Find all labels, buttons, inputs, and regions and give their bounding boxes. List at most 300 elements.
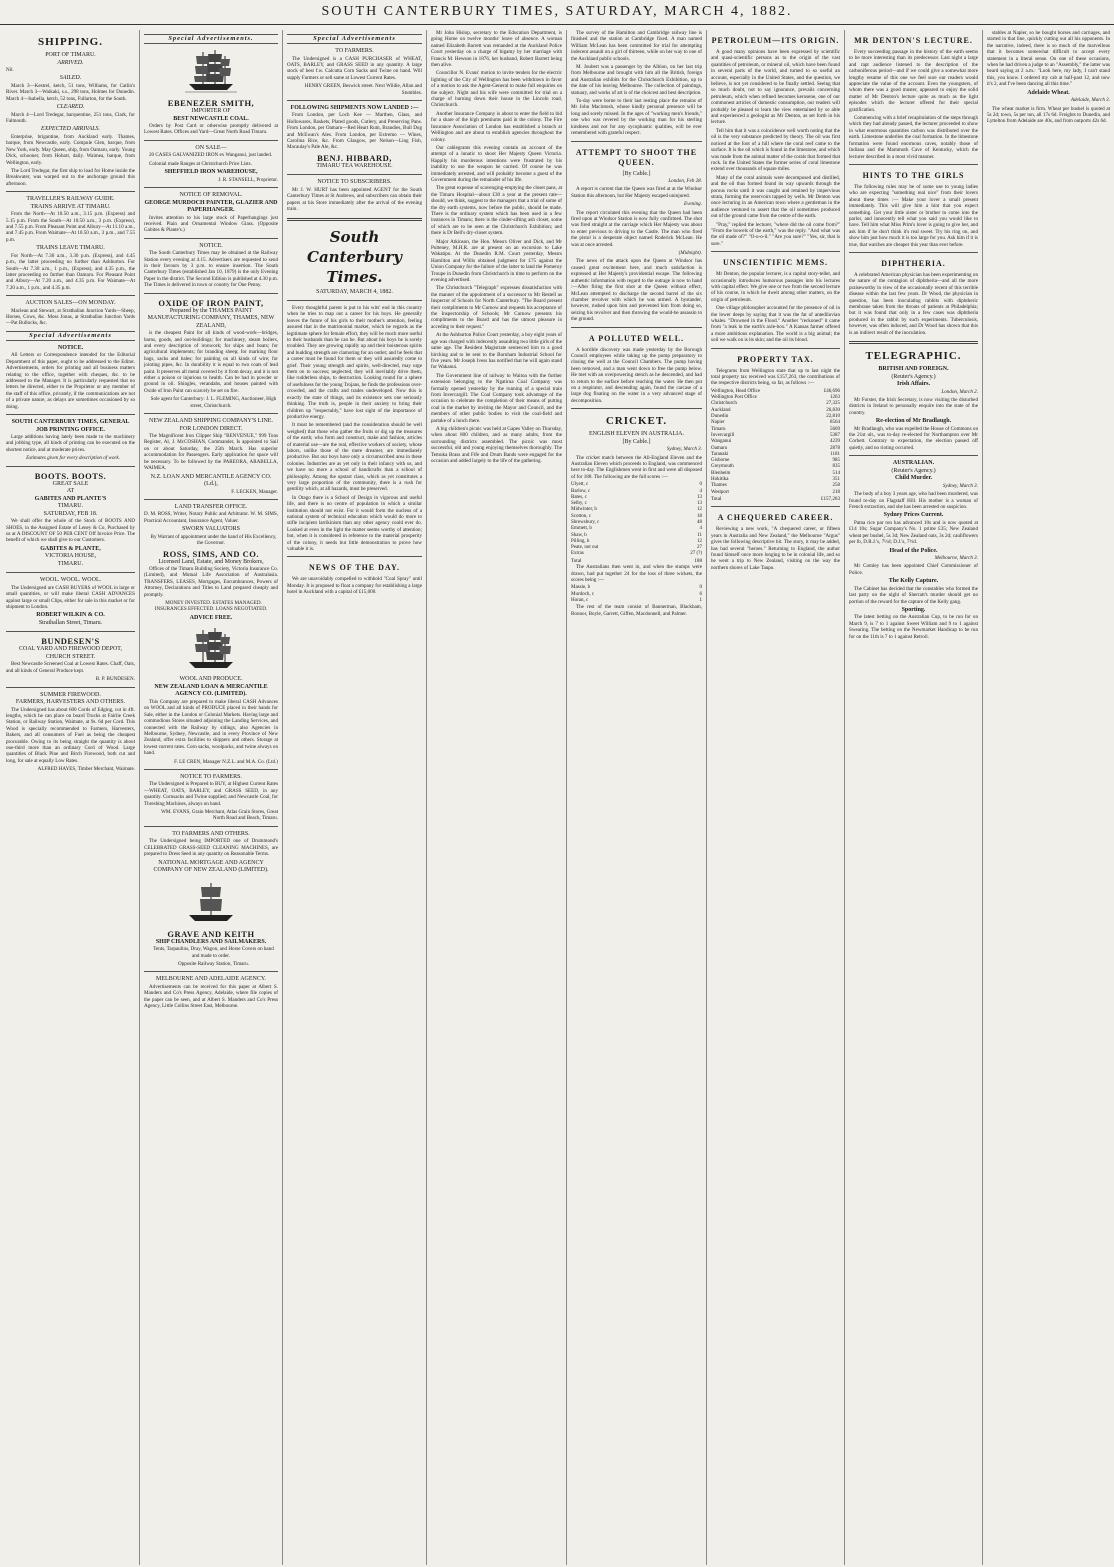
england-scores-table bbox=[571, 482, 702, 558]
dateline: Sydney, March 3. bbox=[666, 446, 702, 453]
cricket-text: The cricket match between the All-England Eleven and the Australian Eleven which proceeds to England, was commenced here to-day. The Englishmen went in first and were all disposed of for 188. The following are the full scores :— bbox=[571, 454, 702, 480]
tea-house-label: TIMARU TEA WAREHOUSE. bbox=[316, 162, 393, 169]
gabites-firm: GABITES & PLANTE, bbox=[40, 545, 101, 552]
column-8 bbox=[983, 30, 1114, 1565]
total-label: Total bbox=[571, 557, 582, 564]
dateline: Sydney, March 3. bbox=[942, 482, 978, 489]
news-paragraph: The great expense of scavenging-emptying the closet pans, at the Timaru Hospital—about £30 a year at the present rate—should, we think, suggest to the managers that a trial of some of the dry earth systems, now before the public, should be made. There is the ordinary system which has been used in a few instances in Timaru; there is the cinder-sifting ash closet, some of which are to be seen at the Christchurch Exhibition; and there is Dr Bell's dry-closet system. bbox=[431, 185, 562, 237]
lecken-sign: F. LECKEN, Manager. bbox=[231, 488, 278, 495]
divider bbox=[6, 191, 135, 192]
row-label: Horan, c bbox=[571, 598, 589, 603]
notice-heading: NOTICE. bbox=[57, 344, 84, 351]
divider bbox=[144, 971, 278, 972]
row-value: 5669 bbox=[830, 426, 840, 432]
news-paragraph: stables at Napier, so he bought horses and carriages, and started in that line, quickly cutting out all his opponents. In the narrative, indeed, there is so much of the marvellous that it becomes somewhat difficult to accept every statement in a literal sense. On one of these occasions, when he had driven a judge to an "Assembly," the latter was heard saying at 2 a.m.: "Look here, my lady, I can't stand this, you know. I ordered my cab at half-past 12, and now it's 2, and I've been dancing all this time." bbox=[987, 30, 1110, 88]
row-label: Extras bbox=[571, 551, 584, 557]
oxide-heading: OXIDE OF IRON PAINT, bbox=[158, 297, 264, 308]
row-label: Midwinter, b bbox=[571, 507, 597, 513]
divider bbox=[144, 140, 278, 141]
row-value: 13 bbox=[697, 494, 702, 500]
at-label: AT bbox=[66, 488, 75, 495]
row-value: 11 bbox=[697, 532, 702, 538]
row-value: 4239 bbox=[830, 439, 840, 445]
evans-sign: WM. EVANS, Grain Merchant, Atlas Grain Stores, Great North Road and Beach, Timaru. bbox=[161, 809, 278, 822]
subscribers-heading: NOTICE TO SUBSCRIBERS. bbox=[317, 179, 392, 186]
ship-illustration bbox=[181, 48, 241, 94]
melbourne-text: Advertisements can be received for this paper at Albert S. Manders and Co's Press Agency, Adelaide, where file copies of the paper can be seen, and at Albert S. Manders and Co's Press Agency, Little Collins Street East, Melbourne. bbox=[144, 983, 278, 1010]
advice-label: ADVICE FREE. bbox=[189, 614, 233, 621]
sydney-prices-text: Patna rice par ton has advanced 10s and is now quoted at £14 10s; Sugar Company's No. 1 prime £35; New Zealand wheat per bushel, 5s 3d; New Zealand oats, 3s 2d; cauliflowers per lb, D.R.J.'s, 7½d; D.J.'s, 7½d. bbox=[849, 519, 978, 546]
gabites-plante-heading: GABITES AND PLANTE'S bbox=[34, 495, 107, 502]
kelly-heading: The Kelly Capture. bbox=[888, 578, 939, 585]
row-value: 985 bbox=[832, 458, 840, 464]
column-5 bbox=[567, 30, 707, 1565]
news-paragraph: Major Atkinson, the Hon. Messrs Oliver and Dick, and Mr Pulteney, M.H.R. are at present on an excursion to Lake Wakatipu. At the Dunedin R.M. Court yesterday, Messrs Hamilton and Willis obtained judgment for £75 against the Union Company for the failure of the latter to land the Pomeroy Troupe in Dunedin from Christchurch in time to perform on the evening advertised. bbox=[431, 238, 562, 284]
dateline: Adelaide, March 3. bbox=[1070, 97, 1110, 104]
hibbard-heading: BENJ. HIBBARD, bbox=[317, 152, 392, 163]
news-paragraph: Our cablegrams this evening contain an account of the attempt of a lunatic to shoot Her Majesty Queen Victoria. Happily his murderous intentions were frustrated by his inability to use the weapon he carried. Of course he was immediately arrested, and will probably become a guest of the Government during the remainder of his life. bbox=[431, 144, 562, 183]
petroleum-paragraph: A good many opinions have been expressed by scientific and quasi-scientific persons as to the origin of the vast quantities of petroleum, or mineral oil, which have been found in several parts of the world, and turned to so useful an account, especially in the United States, and the question, we believe, is not yet considered to be finally settled. Seeing that so much doubt, not to say ignorance, prevails concerning petroleum, which when refined becomes kerosene, one of our commonest articles of domestic consumption, our readers will probably be pleased to learn the view entertained by so able and experienced a geologist as Mr Denton, as set forth in his lecture. bbox=[711, 49, 840, 126]
row-label: Wellington, Head Office bbox=[711, 388, 761, 394]
murdoch-heading: GEORGE MURDOCH PAINTER, GLAZIER AND PAPERHANGER. bbox=[144, 199, 278, 214]
ship-illustration-3 bbox=[181, 879, 241, 925]
row-value: 27 (?) bbox=[690, 551, 702, 557]
cleared-label: CLEARED. bbox=[56, 104, 85, 111]
expected-label: EXPECTED ARRIVALS. bbox=[40, 126, 101, 133]
divider bbox=[6, 572, 135, 573]
child-murder-heading: Child Murder. bbox=[894, 475, 933, 482]
row-value: 12 bbox=[697, 538, 702, 544]
leader-paragraph: In Otago there is a School of Design in vigorous and useful life, and there is no centre of population in which a similar institution should not exist. For it would form the nucleus of a national system of technical education which would do more to stifle incipient larrikinism than any other agency could ever do. Looked at even in the light the matter seems worthy of attention; but, when it is considered in reference to the material prosperity of the colony, it needs but little demonstration to prove how valuable it is. bbox=[287, 494, 422, 553]
tents-text: Tents, Tarpaulins, Dray, Wagon, and Horse Covers on hand and made to order. bbox=[153, 946, 274, 959]
row-label: Greymouth bbox=[711, 464, 734, 470]
row-label: Napier bbox=[711, 420, 725, 426]
row-label: Shaw, b bbox=[571, 532, 587, 538]
police-heading: Head of the Police. bbox=[889, 547, 938, 554]
cricket-text: The rest of the team consist of Bannerman, Blackham, Bonnor, Boyle, Garrett, Giffen, Macdonnell, and Palmer. bbox=[571, 604, 702, 617]
australian-heading: AUSTRALIAN. bbox=[892, 460, 935, 467]
row-value: 4 bbox=[699, 526, 702, 532]
column-3 bbox=[283, 30, 427, 1565]
wool-produce-text: This Company are prepared to make liberal CASH Advances on WOOL and all kinds of PRODUCE placed in their hands for Sale, either in the London or Colonial Markets. Having large and commodious Stores situated adjoining the Landing Services, and connected with the Railway by sidings, also Agencies in Melbourne, Sydney, Newcastle, and in every Province of New Zealand, offer extra facilities to shippers and others. Storage at lowest current rates. Corn sacks, woolpacks, and twine always on hand. bbox=[144, 698, 278, 757]
dateline: (Midnight). bbox=[678, 250, 702, 257]
row-label: Murdoch, c bbox=[571, 591, 595, 597]
dateline: London, March 2. bbox=[941, 388, 978, 395]
telegraphic-heading: TELEGRAPHIC. bbox=[865, 350, 962, 363]
port-heading: PORT OF TIMARU. bbox=[45, 52, 96, 58]
child-murder-text: The body of a boy 3 years age, who had been murdered, was found to-day on Flagstaff Hill. His mother is a woman of French extraction, and she has been arrested on suspicion. bbox=[849, 491, 978, 510]
farmers-others-heading: TO FARMERS AND OTHERS. bbox=[172, 830, 250, 837]
divider bbox=[6, 631, 135, 632]
trains-leave-label: TRAINS LEAVE TIMARU. bbox=[36, 245, 105, 252]
row-value: 1 bbox=[699, 598, 702, 603]
sporting-heading: Sporting. bbox=[901, 606, 926, 613]
sailed-label: SAILED. bbox=[59, 75, 82, 82]
attempt-text: A report is current that the Queen was fired at at the Windsor Station this afternoon, but Her Majesty escaped uninjured. bbox=[571, 186, 702, 199]
benvenue-text: The Magnificent Iron Clipper Ship "BENVENUE," 999 Tons Register, Al, J. McCOSHAN, Commander, Is appointed to Sail on or about Saturday, the 25th March. Has superior accommodation for Passengers. Early application for space will be necessary. To be followed by the PAREORA, ARABELLA, WAIMEA. bbox=[144, 433, 278, 472]
row-label: Massie, b bbox=[571, 585, 591, 591]
row-value: 8564 bbox=[830, 420, 840, 426]
column-2 bbox=[140, 30, 283, 1565]
melbourne-heading: MELBOURNE AND ADELAIDE AGENCY. bbox=[156, 976, 266, 983]
news-paragraph: To-day were borne to their last resting place the remains of Mr John Macintosh, whose kindly personal presence will be long and sorely missed. In the ages of "working men's friends," one who was revered by the working man for his sterling kindness and not for any sycophantic qualities, will be ever remembered with grateful respect. bbox=[571, 98, 702, 137]
row-value: 18 bbox=[697, 513, 702, 519]
row-value: 4 bbox=[699, 488, 702, 494]
nz-loan-heading: N.Z. LOAN AND MERCANTILE AGENCY CO. (Ld.), bbox=[150, 473, 272, 487]
wilkin-heading: ROBERT WILKIN & CO. bbox=[36, 612, 105, 619]
money-text: MONEY INVESTED. ESTATES MANAGED. INSURANCES EFFECTED. LOANS NEGOTIATED. bbox=[154, 600, 268, 613]
row-value: £46,696 bbox=[823, 388, 840, 394]
victoria-house: VICTORIA HOUSE, bbox=[44, 553, 97, 560]
le-cren-sign: F. LE CREN, Manager N.Z.L. and M.A. Co. (Ltd.) bbox=[174, 758, 278, 765]
cricket-sub: ENGLISH ELEVEN IN AUSTRALIA. bbox=[589, 431, 684, 438]
cricket-heading: CRICKET. bbox=[605, 415, 668, 428]
news-paragraph: M. Joubert was a passenger by the Albion, on her last trip from Melbourne and brought with him all the British, foreign and Australian exhibits for the Christchurch Exhibition, up to the date of his leaving Melbourne. The collection of paintings, statuary, and works of art is of the choicest and best description. bbox=[571, 64, 702, 96]
row-value: 48 bbox=[697, 520, 702, 525]
auction-text: Maclean and Stewart, at Strathallan Junction Yards—Sheep, Horses, Cows, &c. Moss Jonas, at Strathallan Junction Yards—Pat Bullocks, &c. bbox=[6, 307, 135, 327]
divider bbox=[144, 187, 278, 188]
hurt-text: Mr J. W. HURT has been appointed AGENT for the South Canterbury Times at St Andrews, and subscribers can obtain their papers at his Store immediately after the arrival of the evening train. bbox=[287, 186, 422, 213]
divider bbox=[287, 300, 422, 301]
divider bbox=[711, 348, 840, 349]
divider bbox=[849, 341, 978, 344]
chequered-text: Reviewing a new work, "A chequered career, or fifteen years in Australia and New Zealand," the Melbourne "Argus" gives the following descriptive bit. The story, it may be added, has had several "heroes." Returning to England, the author found himself once more longing to be in colonial life, and so he went a trip to New Zealand, visiting on the way the northern shores of Lake Taupo. bbox=[711, 526, 840, 571]
row-label: Emmett, b bbox=[571, 526, 592, 532]
bundesen-heading: BUNDESEN'S bbox=[41, 636, 100, 647]
divider bbox=[711, 506, 840, 507]
sworn-heading: SWORN VALUATORS bbox=[182, 526, 240, 533]
divider bbox=[144, 293, 278, 294]
wool-produce-heading: WOOL AND PRODUCE. bbox=[179, 676, 243, 683]
column-4 bbox=[427, 30, 567, 1565]
stansell-sign: J. R. STANSELL, Proprietor. bbox=[218, 176, 278, 183]
australia-scores-table bbox=[571, 585, 702, 604]
alfred-hayes-sign: ALFRED HAYES, Timber Merchant, Waimate. bbox=[37, 766, 135, 773]
divider bbox=[6, 414, 135, 415]
bradlaugh-text: Mr Bradlaugh, who was expelled the House of Commons on the 21st ult., was to-day re-elected for Northampton over Mr Corbett. Contrary to expectation, the election passed off quietly, and no rioting occurred. bbox=[849, 425, 978, 451]
cricket-text: The Australians then went in, and when the stumps were drawn, had put together 24 for the loss of three wickets, the scores being :— bbox=[571, 564, 702, 583]
following-heading: FOLLOWING SHIPMENTS NOW LANDED :— bbox=[290, 104, 419, 111]
coal-text: Orders by Post Card or otherwise promptly delivered at Lowest Rates. Offices and Yard—Great North Road Timaru. bbox=[144, 123, 278, 136]
ship-illustration-2 bbox=[181, 626, 241, 672]
news-paragraph: The Christchurch "Telegraph" expresses dissatisfaction with the manner of the appointment of a successor to Mr Restell as Inspector of Schools for North Canterbury. "The Board present their compliments to Mr Curnow and requests his acceptance of the Inspectorship of Schools; Mr Curnow presents his compliments to the Board and has the utmost pleasure in acceding to their request." bbox=[431, 285, 562, 330]
row-label: Westport bbox=[711, 489, 729, 495]
irish-text: Mr Forster, the Irish Secretary, is now visiting the disturbed districts in Ireland to personally enquire into the state of the country. bbox=[849, 396, 978, 416]
trains-arrive-text: From the North—At 10.50 a.m., 3.15 p.m. (Express) and 5.15 p.m. From the South—At 10.50 a.m., 3 p.m. (Express), and 7.55 p.m. From Pleasant Point and Albury—At 11.10 a.m., and 7.45 p.m. From Waimate—At 10.50 a.m., 3 p.m., and 7.55 p.m. bbox=[6, 211, 135, 243]
divider bbox=[287, 556, 422, 557]
row-value: 1263 bbox=[830, 395, 840, 401]
tax-total-value: £157,263 bbox=[820, 495, 840, 502]
row-value: 12 bbox=[697, 507, 702, 513]
divider bbox=[287, 100, 422, 101]
divider bbox=[571, 141, 702, 142]
petroleum-paragraph: Many of the coral animals were decomposed and distilled, and the oil thus formed found its way upwards through the porous rocks until it was caught and retained by impervious strata, forming the reservoirs tapped by wells. Mr Denton was once lecturing in an American town where a gentleman in the audience ventured to assert that the oil sometimes produced out of the ground came from the centre of the earth. bbox=[711, 174, 840, 220]
divider bbox=[6, 687, 135, 688]
reuters-label: (Reuter's Agency.) bbox=[891, 373, 936, 380]
nz-shipping-heading: NEW ZEALAND SHIPPING COMPANY'S LINE. bbox=[149, 418, 273, 425]
expected-text: Enterprise, brigantine, from Auckland early. Thames, barque, from Newcastle, early. Compule Glen, barque, from New York, early. May Queen, ship, from Oamaru, early. Young Dick, schooner, from Hobart, daily. Waimea, barque, from Wellington, early. bbox=[6, 133, 135, 166]
land-transfer-heading: LAND TRANSFER OFFICE. bbox=[174, 503, 248, 510]
by-cable-label: [By Cable.] bbox=[622, 170, 651, 177]
arrived-nil: Nil. bbox=[6, 67, 14, 73]
polluted-heading: A POLLUTED WELL. bbox=[588, 333, 685, 343]
row-label: Scotton, c bbox=[571, 513, 591, 519]
leader-paragraph: It must be remembered (and the consideration should be well weighed) that those who gather the fruits or dig up the treasures of the earth; who form and construct, make and fashion, articles of material use—are the real, effective workers of society, whose labors, unlike those of the mere dreamer, are immediately productive. But our boys have only a circumscribed area in these colonies. Industries are as yet only in their infancy with us, and we have no more a school of handicrafts than a school of philosophy. Among the upstart class, which as yet constitutes a very large proportion of the community, there is a rush for gentility which, at all hazards, must be preserved. bbox=[287, 422, 422, 493]
on-sale-label: ON SALE— bbox=[195, 144, 227, 151]
wool-text: The Undersigned are CASH BUYERS of WOOL in large or small quantities, or will make liberal CASH ADVANCES against large or small Clips, either for sale in this market or for shipment to London. bbox=[6, 584, 135, 610]
divider bbox=[144, 238, 278, 239]
row-value: 1181 bbox=[830, 451, 840, 457]
notice-heading: NOTICE. bbox=[199, 242, 223, 249]
tax-total-row bbox=[711, 496, 840, 502]
tax-total-label: Total bbox=[711, 495, 722, 502]
row-value: 5387 bbox=[830, 432, 840, 438]
divider bbox=[6, 295, 135, 296]
unscientific-paragraph: One village philosopher accounted for the presence of oil in the lower deeps by saying that it was the fat of antediluvian whales. "Drowned in the Flood." Another "reckoned" it came from "a leak in the earth's axle-box." A Kansas farmer offered a more ambitious explanation. The world is a big animal; the soil we walk on is its skin; and the oil its blood. bbox=[711, 305, 840, 344]
diphtheria-text: A celebrated American physician has been experimenting on the nature of the contagion of diphtheria—and all the more praiseworthy in view of the occasionally recent of this terrible disease within the last few years. Dr Wood, the physician in question, has been inoculating rabbits with diphtheric membrane taken from the throats of patients at Philadelphia; but it was found that only in a few cases was diphtheria produced in the rabbit by such experiments. Tuberculosis, however, was often induced, and Dr Wood has shown that this is an indirect result of the inoculation. bbox=[849, 271, 978, 336]
ebenezer-heading: EBENEZER SMITH, bbox=[167, 98, 255, 108]
row-label: Shrewsbury, c bbox=[571, 520, 600, 525]
following-text: From London, per Loch Kee — Marthen, Glass, and Hollowares, Baskets, Plated goods, Cutlery, and Preserving Pans. From London, per Oamaru—Red Heart Rum, Brandies, Bull Dog and McEwan's Ales. From London, per Extremo — Wines, Carolina Rice, &c. From Glasgow, per Nelson—Ling Fish, Macaulay's Pale Ale, &c. bbox=[287, 112, 422, 151]
row-value: 351 bbox=[832, 477, 840, 483]
police-text: Mr Comley has been appointed Chief Commissioner of Police. bbox=[849, 563, 978, 576]
cleared-text: March 4—Lord Tredegar, barquentine, 251 tons, Clark, for Falmouth. bbox=[6, 111, 135, 125]
news-paragraph: Another Insurance Company is about to enter the field to bid for a share of the high premiums paid in the colony. The Fire Insurance Association of London has established a branch at Wellington and are about to establish agencies throughout the colony. bbox=[431, 110, 562, 143]
great-sale: GREAT SALE bbox=[52, 480, 89, 487]
row-value: 27,325 bbox=[826, 401, 840, 407]
special-ads-heading: Special Advertisements bbox=[287, 34, 422, 44]
row-value: 13 bbox=[697, 501, 702, 507]
row-label: Blenheim bbox=[711, 470, 731, 476]
column-7 bbox=[845, 30, 983, 1565]
property-tax-heading: PROPERTY TAX. bbox=[737, 354, 814, 364]
petroleum-paragraph: Tell him that it was a coincidence well worth noting that the oil is the very substance predicted by theory. The oil was first noticed at the foot of a hill where the coral reef came to the surface. It is the oil which is found in the limestone, and which was made from the animal matter of the corals that formed that rock. In the United States the former series of coral limestone extend over thousands of square miles. bbox=[711, 127, 840, 173]
job-office-text: Large additions having lately been made to the machinery and jobbing type, all kinds of printing can be executed on the shortest notice, and at moderate prices. bbox=[6, 434, 135, 453]
row-value: 218 bbox=[832, 489, 840, 495]
saturday-label: SATURDAY, FEB 18. bbox=[43, 510, 98, 517]
trains-leave-text: For North—At 7.30 a.m., 3.30 p.m. (Express), and 4.45 p.m., the latter proceeding no further than Ashburton. For South—At 7.30 a.m., 1 p.m., (Express), and 4.35 p.m., the latter proceeding no further than Oamaru. For Pleasant Point and Albury—At 7.20 a.m., and 4.35 p.m. For Waimate—At 7.20 a.m., 1 p.m., and 4.35 p.m. bbox=[6, 252, 135, 291]
to-farmers-heading: TO FARMERS. bbox=[335, 48, 374, 54]
row-value: 6 bbox=[699, 591, 702, 597]
divider bbox=[144, 826, 278, 827]
property-tax-text: Telegrams from Wellington state that up to last night the total property tax received was £157,263, the contributions of the respective districts being, so far, as follows :— bbox=[711, 367, 840, 387]
divider bbox=[287, 218, 422, 221]
divider bbox=[711, 251, 840, 252]
divider bbox=[287, 174, 422, 175]
estimates-text: Estimates given for every description of work. bbox=[26, 455, 120, 462]
divider bbox=[144, 413, 278, 414]
news-paragraph: Mr John Hislop, secretary to the Education Department, is going Home on twelve months' leave of absence. A woman named Elizabeth Barrett was remanded at the Auckland Police Court yesterday on a charge of bigamy by her marriage with Francis M. Hewson in 1876, her husband, Robert Barrett being then alive. bbox=[431, 30, 562, 69]
lecture-paragraph: Commencing with a brief recapitulation of the steps through which they had already passed, the lecturer proceeded to show in what enormous quantities carbon was distributed over the earth. Limestone underlies the coal formation. In the limestone formation were found enormous caves, notably those of Indiana and the Mammoth Cave of Kentucky, which the lecturer described in a most vivid manner. bbox=[849, 115, 978, 160]
warrant-text: By Warrant of appointment under the hand of His Excellency, the Governor. bbox=[150, 533, 277, 547]
cases-text: 20 CASES GALVANIZED IRON ex Wanganui, just landed. bbox=[149, 152, 273, 159]
news-heading: NEWS OF THE DAY. bbox=[309, 563, 400, 573]
boots-text: We shall offer the whole of the Stock of BOOTS AND SHOES, in the Assigned Estate of Leney & Co, Purchased by us at A DISCOUNT OF 50 PER CENT Off Invoice Price. The benefit of which we shall give to our Customers. bbox=[6, 518, 135, 544]
sheffield-heading: SHEFFIELD IRON WAREHOUSE, bbox=[164, 169, 258, 176]
row-label: Oamaru bbox=[711, 445, 728, 451]
arrived-label: ARRIVED. bbox=[57, 59, 84, 66]
farmers-heading: FARMERS, HARVESTERS AND OTHERS. bbox=[15, 699, 126, 706]
attempt-text: The news of the attack upon the Queen at Windsor has caused great excitement here, and much satisfaction is expressed at Her Majesty's providential escape. The following authentic information with regard to the outrage is now to hand :—After firing the first shot at the Queen without effect, McLean attempted to discharge the second barrel of the six chamber revolver with which he was armed. A bystander, however, rushed upon him and prevented him from doing so, seizing his revolver and then throwing the would-be assassin to the ground. bbox=[571, 258, 702, 323]
row-label: Selby, c bbox=[571, 501, 587, 507]
divider bbox=[144, 769, 278, 770]
paper-date: SATURDAY, MARCH 4, 1882. bbox=[316, 288, 393, 295]
news-paragraph: A big children's picnic was held at Gapes Valley on Thursday, when about 800 children, and as many adults, from the surrounding districts assembled. The picnic was most successful, old and young enjoying themselves thoroughly. The Temuka Brass and Fife and Drum Bands were engaged for the occasion and added largely to the life of the gathering. bbox=[431, 425, 562, 464]
lecture-heading: MR DENTON'S LECTURE. bbox=[854, 36, 973, 45]
row-label: Thames bbox=[711, 483, 727, 489]
row-value: 0 bbox=[699, 482, 702, 488]
kelly-text: The Cabinet has decided that the constables who formed the last party on the night of Sherratt's murder should get no portion of the reward for the capture of the Kelly gang. bbox=[849, 585, 978, 605]
dateline: Evening. bbox=[684, 201, 702, 208]
paper-title: South Canterbury Times. bbox=[307, 227, 402, 286]
attempt-text: The report circulated this evening that the Queen had been fired upon at Windsor Station is now fully confirmed. The shot was fired straight at the carriage which Her Majesty was about to enter previous to driving to the Castle. The man who fired the pistol is a desperate object named Roderick McLean. He was at once arrested. bbox=[571, 209, 702, 248]
polluted-text: A horrible discovery was made yesterday by the Borough Council employees while taking up the pump preparatory to closing the well at the Council Chambers. The pump having been removed, and a man went down to free the pump below. He met with an overpowering stench as he descended, and had to return to the surface before reaching the water. He then put on a respirator, and descending again, found the carcase of a large dog floating on the water in a very advanced stage of decomposition. bbox=[571, 346, 702, 404]
attempt-heading: ATTEMPT TO SHOOT THE QUEEN. bbox=[575, 147, 698, 167]
hints-heading: HINTS TO THE GIRLS bbox=[862, 170, 965, 180]
green-sign: HENRY GREEN, Beswick street. Next Wildie, Allan and Stumbles. bbox=[304, 83, 422, 96]
row-label: Wanganui bbox=[711, 439, 732, 445]
property-tax-table bbox=[711, 389, 840, 496]
row-value: 22,810 bbox=[826, 414, 840, 420]
dateline: London, Feb 28. bbox=[668, 178, 702, 184]
wilkin-address: Strathallan Street, Timaru. bbox=[38, 619, 103, 626]
lord-tredegar-text: The Lord Tredegar, the first ship to load for Home inside the Breakwater, was warped out to the anchorage ground this afternoon. bbox=[6, 167, 135, 187]
notice-text: The South Canterbury Times may be obtained at the Railway Station every evening at 4.15. Advertisers are requested to send in their favours by 3 p.m. to ensure insertion. The South Canterbury Times (established Jan 10, 1879) is the only Evening Paper in the district. The Second Edition is published at 4.30 p.m. The Times is delivered in town or country for One Penny. bbox=[144, 250, 278, 289]
total-value: 188 bbox=[694, 557, 702, 564]
news-paragraph: At the Ashburton Police Court yesterday, a boy eight years of age was charged with indecently assaulting two little girls of the same age. The Resident Magistrate sentenced him to a good birching and to be sent to the Burnham Industrial School for five years. Mr Joseph Ivess has notified that he will again stand for Wakanui. bbox=[431, 332, 562, 371]
ross-sims-co-heading: ROSS, SIMS, AND CO. bbox=[163, 548, 259, 559]
divider bbox=[571, 408, 702, 409]
row-label: Christchurch bbox=[711, 401, 737, 407]
farmers-text: The Undersigned is Prepared to BUY, at Highest Current Rates—WHEAT, OATS, BARLEY, and GRASS SEED, in any quantity. Cornsacks and Twine supplied; and Newcastle Coal, for Threshing Machines, always on hand. bbox=[144, 781, 278, 807]
divider bbox=[849, 164, 978, 165]
by-cable-label: [By Cable.] bbox=[622, 438, 651, 445]
sailed-text: March 3—Kestrel, ketch, 51 tons, Williams, for Catlin's River. March 3—Waikaki, s.s., 298 tons, Holmes for Dunedin. March 4—Isabella, ketch, 52 tons, Fullarton, for the South. bbox=[6, 82, 135, 102]
row-label: Dunedin bbox=[711, 414, 729, 420]
news-paragraph: The Government line of railway to Waitoa with the further extension belonging to the Ngatirua Coal Company was formally opened yesterday by the running of a special train from Invercargill. The Coal Company took advantage of the occasion to celebrate the completion of their means of putting coal in the market by inviting the Mayor and Council, and the members of other public bodies to visit the coal-field and partake of a lunch there. bbox=[431, 372, 562, 424]
row-label: Auckland bbox=[711, 407, 731, 413]
column-6 bbox=[707, 30, 845, 1565]
trains-arrive-label: TRAINS ARRIVE AT TIMARU. bbox=[30, 203, 111, 210]
sydney-prices-heading: Sydney Prices Current. bbox=[883, 512, 944, 519]
firewood-text: The Undersigned has about 600 Cords of Edging, cut in 4ft. lengths, which he can place on board Trucks at Fairlie Creek Station, or Railway Station, Waimate, at 9s. 6d per Cord. This Wood is specially recommended to Farmers, Harvesters, Bakers, and all consumers of Fuel as being the cheapest procurable. Owing to its being straight the quantity is about one-third more than an ordinary Cord of Wood. Large quantities of Black Pine and Birch Firewood, both cut and long, for sale at equally Low Rates. bbox=[6, 706, 135, 764]
reuters-label: (Reuter's Agency.) bbox=[891, 467, 936, 474]
ross-sims-text: D. M. ROSS, Writer, Notary Public and Arbitrator. W. M. SIMS, Practical Accountant, Insurance Agent, Valuer. bbox=[144, 511, 278, 524]
news-text: We are unavoidably compelled to withhold "Coal Spray" until Monday. It is proposed to float a company for establishing a large hotel in Auckland with a capital of £15,000. bbox=[287, 576, 422, 596]
shipping-heading: SHIPPING. bbox=[38, 36, 103, 48]
boots-heading: BOOTS. BOOTS. bbox=[34, 470, 107, 481]
timaru-label: TIMARU. bbox=[57, 503, 84, 510]
oxide-sub: Prepared by the THAMES PAINT MANUFACTURING COMPANY, THAMES, NEW ZEALAND, bbox=[147, 307, 275, 329]
row-label: Barlow, c bbox=[571, 488, 591, 494]
row-value: 0 bbox=[699, 585, 702, 591]
petroleum-paragraph: "Pray," replied the lecturer, "where did the oil come from?" "From the bowels of the earth," was the reply. "And what was the oil made of?" "O-o-o-il." "Are you sure?" "Yes, sir, that is sure." bbox=[711, 221, 840, 247]
removal-heading: NOTICE OF REMOVAL. bbox=[179, 192, 243, 199]
adelaide-heading: Adelaide Wheat. bbox=[1027, 89, 1070, 96]
diphtheria-heading: DIPHTHERIA. bbox=[881, 258, 946, 268]
notice-text: All Letters or Correspondence intended for the Editorial Department of this paper, ought to be addressed to the Editor. Advertisements, orders for printing and all business matters relating to the office, together with cheques, &c. to be addressed to the Manager. It is particularly requested that no letters be directed, either to the Proprietor or any member of the staff of this office, privately, if the communications are not of a private nature, as delays are sometimes occasioned by so doing. bbox=[6, 352, 135, 410]
row-label: Bates, c bbox=[571, 494, 587, 500]
railway-guide-heading: TRAVELLER'S RAILWAY GUIDE. bbox=[26, 196, 115, 203]
murdoch-text: Invites attention to his large stock of Paperhangings just received. Plain and Ornamental Window Glass. (Opposite Gabites & Plante's.) bbox=[144, 214, 278, 234]
best-coal-heading: BEST NEWCASTLE COAL. bbox=[173, 115, 249, 122]
divider bbox=[6, 466, 135, 467]
divider bbox=[849, 252, 978, 253]
irish-heading: Irish Affairs. bbox=[897, 381, 930, 388]
green-text: The Undersigned is a CASH PURCHASER of WHEAT, OATS, BARLEY, and GRASS SEED in any quantity. A large stock of best f.w. Calcutta Corn Sacks and Twine on hand. Will supply Farmers or sell same at Lowest Current Rates. bbox=[287, 55, 422, 81]
masthead: SOUTH CANTERBURY TIMES, SATURDAY, MARCH 4, 1882. bbox=[0, 0, 1114, 25]
row-value: 26,830 bbox=[826, 407, 840, 413]
row-label: Gisborne bbox=[711, 458, 730, 464]
opposite-text: Opposite Railway Station, Timaru. bbox=[178, 960, 249, 967]
special-ads-heading: Special Advertisements bbox=[6, 331, 135, 341]
oxide-text: is the cheapest Paint for all kinds of wood-work—bridges, barns, goods, and out-buildings; for machinery, steam boilers, and every description of ironwork; for ships and boats; for agricultural implements; for branding sheep; for marking floor bags, sacks and bales; for painting on all kinds of wire; for jointing pipes, &c. In durability it is equal to two coats of lead paint. It preserves all metal covered by it from decay, and it is not either a poison or injurious to health. Can be had in powder or ground in oil. Shingles, verandahs, and houses painted with Oxide of Iron Paint can scarcely be set on fire. bbox=[144, 330, 278, 394]
row-label: Peate, not out bbox=[571, 545, 599, 551]
bundesen-sub: COAL YARD AND FIREWOOD DEPOT, CHURCH STREET. bbox=[19, 646, 122, 660]
bundesen-text: Best Newcastle Screened Coal at Lowest Rates. Chaff, Oats, and all kinds of General Produce kept. bbox=[6, 661, 135, 674]
row-label: Hokitika bbox=[711, 477, 729, 483]
row-label: Pilling, b bbox=[571, 538, 590, 544]
colonial-text: Colonial made Ranges at Christchurch Price Lists. bbox=[149, 160, 252, 167]
firewood-heading: SUMMER FIREWOOD. bbox=[40, 691, 101, 698]
petroleum-heading: PETROLEUM—ITS ORIGIN. bbox=[711, 36, 840, 45]
bradlaugh-heading: Re-election of Mr Bradlaugh. bbox=[875, 418, 952, 425]
row-label: Wellington Post Office bbox=[711, 395, 757, 401]
adelaide-text: The wheat market is firm. Wheat per bushel is quoted at 5s 2d; town, 5s per ton, all 17s 6d. Freights to Dunedin, and Lyttelton from Adelaide are 40s, and from outports 42s 6d. bbox=[987, 105, 1110, 125]
news-paragraph: Councillor N. Evans' motion to invite tenders for the electric lighting of the City of Wellington has been withdrawn in favor of a motion to ask the Agent-General to make full enquiries on the subject. Night and his wife were committed for trial on a charge of burning down their house in the Lincoln road, Christchurch. bbox=[431, 70, 562, 109]
wool-heading: WOOL. WOOL. WOOL. bbox=[39, 577, 102, 584]
lecture-paragraph: Every succeeding passage in the history of the earth seems to be more interesting than its predecessor. Last night a large and rapt audience listened to the description of the carboniferous period—and if we could give a somewhat more lengthy resume of this one we feel sure our readers would appreciate the value of the account. Even the youngsters, of whom there was a good muster, appeared to enjoy the solid matter of Mr Denton's lecture quite as much as the light episodes which the lecturer offered for their special gratification. bbox=[849, 49, 978, 113]
divider bbox=[571, 327, 702, 328]
special-ads-heading: Special Advertisements. bbox=[144, 34, 278, 44]
row-value: 514 bbox=[832, 470, 840, 476]
timaru-label-2: TIMARU. bbox=[57, 560, 84, 567]
drummond-text: The Undersigned being IMPORTED one of Drummond's CELEBRATED GRASS-SEED CLEANING MACHINES, are prepared to Dress Seed in any quantity on Reasonable Terms. bbox=[144, 838, 278, 858]
row-value: 2878 bbox=[830, 445, 840, 451]
hints-text: The following rules may be of some use to young ladies who are expecting "something real nice" from their lovers about these times :— Make your lover a small present immediately. This will give him a hint that you expect something. Get your little sister or brother to come into the parlor, and innocently tell what you said you would like to have. Tell him what Miss Prim's lover is going to give her, and ask him if he don't think it's real sweet. Try his ring on, and show him just how much it is too large for you. Ask him if it is true, that watches are cheaper this year than ever before. bbox=[849, 183, 978, 248]
national-mortgage-heading: NATIONAL MORTGAGE AND AGENCY COMPANY OF NEW ZEALAND (LIMITED). bbox=[153, 859, 269, 874]
news-paragraph: The survey of the Hamilton and Cambridge railway line is finished and the station at Cambridge fixed. A man named William McLean has been committed for trial for attempting indecent assault on a girl of thirteen, while on her way to one of the Auckland public schools. bbox=[571, 30, 702, 62]
auction-heading: AUCTION SALES—ON MONDAY. bbox=[25, 300, 116, 307]
unscientific-heading: UNSCIENTIFIC MEMS. bbox=[722, 258, 829, 268]
british-foreign-heading: BRITISH AND FOREIGN. bbox=[878, 366, 949, 373]
dateline: Melbourne, March 3. bbox=[934, 555, 978, 562]
chandlers-heading: SHIP CHANDLERS AND SAILMAKERS. bbox=[155, 938, 267, 945]
unscientific-paragraph: Mr Denton, the popular lecturer, is a capital story-teller, and occasionally introduces humorous passages into his lectures with capital effect. We give one or two from the second lecture of his course, in which he dwelt among other matters, on the origin of petroleum. bbox=[711, 271, 840, 303]
licensed-label: Licensed Land, Estate, and Money Brokers, bbox=[158, 558, 264, 565]
row-value: 27 bbox=[697, 545, 702, 551]
row-value: 835 bbox=[832, 464, 840, 470]
divider bbox=[144, 499, 278, 500]
nz-loan-2-heading: NEW ZEALAND LOAN & MERCANTILE AGENCY CO. (LIMITED). bbox=[154, 683, 268, 698]
notice-farmers-heading: NOTICE TO FARMERS. bbox=[180, 773, 242, 780]
row-label: Invercargill bbox=[711, 432, 735, 438]
bundesen-sign: B. P. BUNDESEN. bbox=[95, 676, 135, 683]
row-label: Timaru bbox=[711, 426, 726, 432]
fleming-text: Sole agent for Canterbury: J. L. FLEMING, Auctioneer, High street, Christchurch. bbox=[150, 396, 277, 409]
importer-label: IMPORTER OF bbox=[191, 108, 231, 114]
grave-keith-heading: GRAVE AND KEITH bbox=[167, 928, 255, 939]
london-direct-heading: FOR LONDON DIRECT. bbox=[179, 425, 243, 432]
sporting-text: The latest betting on the Australian Cup, to be run for on March 9, is 7 to 1 against Sweet William and 9 to 1 against Swearing. The betting on the Newmarket Handicap to be run for on the 11th is 7 to 1 against Retroil. bbox=[849, 614, 978, 640]
column-1 bbox=[2, 30, 140, 1565]
divider bbox=[849, 455, 978, 456]
job-office-heading: SOUTH CANTERBURY TIMES, GENERAL JOB PRINTING OFFICE. bbox=[11, 419, 130, 433]
leader-paragraph: Every thoughtful parent is put to his wits' end in this country when he tries to map out a career for his boys. He generally leaves the future of his girls to their mother's attention, feeling assured that in the matrimonial market, which he regards as the legitimate sphere for female effort, they will be much more useful to their husbands than he can be. But about his boys he is sorely troubled. They are growing rapidly up and their boisterous spirits and budding strength are clamoring for an outlet; and he feels that a career must be found for them or they will assuredly come to grief. Their young strength and spirits, well-directed, may urge them on to success; neglected, they will inevitably drive them, like rudderless ships, to destruction. Looking round for a sphere of usefulness for the young Trojans, he finds the professions over-crowded, and the crafts and trades undeveloped. Now this is exactly the state of things, and its existence sets one seriously thinking. The truth is, people in their anxiety to bring their children up "respectably," have lost sight of the importance of productive energy. bbox=[287, 305, 422, 420]
row-label: Taranaki bbox=[711, 451, 729, 457]
chequered-heading: A CHEQUERED CAREER. bbox=[717, 513, 834, 523]
row-label: Ulyett, c bbox=[571, 482, 589, 488]
